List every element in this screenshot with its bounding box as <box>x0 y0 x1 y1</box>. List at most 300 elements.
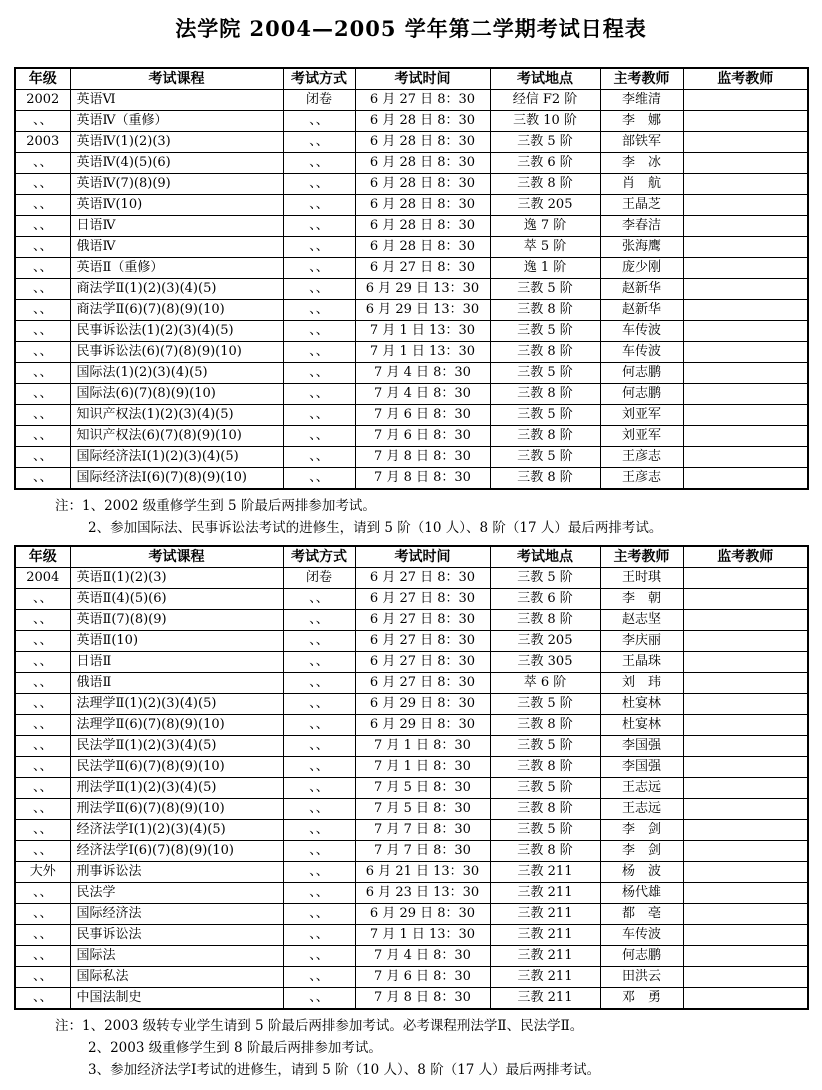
column-header-invigilator-cell: 监考教师 <box>683 546 808 568</box>
course-cell: 民法学Ⅱ(1)(2)(3)(4)(5) <box>70 736 283 757</box>
grade-cell: 、、 <box>15 216 70 237</box>
location-cell: 三教 211 <box>490 946 600 967</box>
table-row <box>15 673 808 694</box>
grade-cell: 、、 <box>15 153 70 174</box>
table-row <box>15 405 808 426</box>
note-line: 注：1、2002 级重修学生到 5 阶最后两排参加考试。 <box>55 498 376 514</box>
time-cell: 7 月 8 日 8：30 <box>355 988 490 1010</box>
invigilator-cell <box>683 321 808 342</box>
method-cell: 、、 <box>283 841 355 862</box>
notes-upper <box>55 495 822 539</box>
chief-examiner-cell: 车传波 <box>600 321 683 342</box>
grade-cell: 、、 <box>15 967 70 988</box>
time-cell: 7 月 6 日 8：30 <box>355 967 490 988</box>
grade-cell: 、、 <box>15 111 70 132</box>
method-cell: 、、 <box>283 631 355 652</box>
location-cell: 三教 8 阶 <box>490 757 600 778</box>
location-cell: 三教 8 阶 <box>490 174 600 195</box>
location-cell: 三教 8 阶 <box>490 715 600 736</box>
method-cell: 、、 <box>283 132 355 153</box>
time-cell: 6 月 27 日 8：30 <box>355 631 490 652</box>
table-row <box>15 237 808 258</box>
location-cell: 萃 5 阶 <box>490 237 600 258</box>
method-cell: 、、 <box>283 195 355 216</box>
location-cell: 三教 5 阶 <box>490 820 600 841</box>
course-cell: 国际法(1)(2)(3)(4)(5) <box>70 363 283 384</box>
course-cell: 国际经济法Ⅰ(1)(2)(3)(4)(5) <box>70 447 283 468</box>
invigilator-cell <box>683 967 808 988</box>
course-cell: 英语Ⅳ(10) <box>70 195 283 216</box>
header-row <box>15 68 808 90</box>
method-cell: 、、 <box>283 757 355 778</box>
course-cell: 国际经济法 <box>70 904 283 925</box>
chief-examiner-cell: 刘 玮 <box>600 673 683 694</box>
time-cell: 6 月 29 日 13：30 <box>355 279 490 300</box>
time-cell: 7 月 1 日 13：30 <box>355 342 490 363</box>
chief-examiner-cell: 赵志坚 <box>600 610 683 631</box>
column-header-invigilator-cell: 监考教师 <box>683 68 808 90</box>
invigilator-cell <box>683 342 808 363</box>
method-cell: 、、 <box>283 610 355 631</box>
time-cell: 6 月 27 日 8：30 <box>355 90 490 111</box>
course-cell: 刑事诉讼法 <box>70 862 283 883</box>
invigilator-cell <box>683 111 808 132</box>
method-cell: 、、 <box>283 904 355 925</box>
column-header-course-cell: 考试课程 <box>70 546 283 568</box>
table-row <box>15 174 808 195</box>
invigilator-cell <box>683 841 808 862</box>
column-header-chief-examiner-cell: 主考教师 <box>600 546 683 568</box>
location-cell: 三教 8 阶 <box>490 468 600 490</box>
time-cell: 6 月 29 日 8：30 <box>355 694 490 715</box>
method-cell: 、、 <box>283 468 355 490</box>
method-cell: 、、 <box>283 216 355 237</box>
table-row <box>15 279 808 300</box>
course-cell: 民法学 <box>70 883 283 904</box>
time-cell: 6 月 27 日 8：30 <box>355 589 490 610</box>
method-cell: 、、 <box>283 405 355 426</box>
course-cell: 英语Ⅱ(4)(5)(6) <box>70 589 283 610</box>
chief-examiner-cell: 李国强 <box>600 736 683 757</box>
grade-cell: 、、 <box>15 652 70 673</box>
course-cell: 俄语Ⅳ <box>70 237 283 258</box>
table-row <box>15 195 808 216</box>
column-header-method-cell: 考试方式 <box>283 546 355 568</box>
table-row <box>15 216 808 237</box>
column-header-grade-cell: 年级 <box>15 546 70 568</box>
course-cell: 英语Ⅳ(7)(8)(9) <box>70 174 283 195</box>
table-row <box>15 841 808 862</box>
location-cell: 三教 8 阶 <box>490 841 600 862</box>
course-cell: 民事诉讼法(6)(7)(8)(9)(10) <box>70 342 283 363</box>
table-row <box>15 883 808 904</box>
time-cell: 6 月 29 日 13：30 <box>355 300 490 321</box>
time-cell: 6 月 27 日 8：30 <box>355 652 490 673</box>
location-cell: 三教 5 阶 <box>490 736 600 757</box>
method-cell: 、、 <box>283 300 355 321</box>
method-cell: 、、 <box>283 967 355 988</box>
chief-examiner-cell: 部铁军 <box>600 132 683 153</box>
time-cell: 6 月 28 日 8：30 <box>355 237 490 258</box>
course-cell: 日语Ⅳ <box>70 216 283 237</box>
chief-examiner-cell: 庞少刚 <box>600 258 683 279</box>
table-row <box>15 300 808 321</box>
grade-cell: 、、 <box>15 426 70 447</box>
grade-cell: 、、 <box>15 279 70 300</box>
course-cell: 英语Ⅳ(4)(5)(6) <box>70 153 283 174</box>
chief-examiner-cell: 杨 波 <box>600 862 683 883</box>
course-cell: 国际经济法Ⅰ(6)(7)(8)(9)(10) <box>70 468 283 490</box>
location-cell: 三教 8 阶 <box>490 799 600 820</box>
exam-table-lower <box>14 545 809 1010</box>
table-row <box>15 715 808 736</box>
course-cell: 英语Ⅱ（重修） <box>70 258 283 279</box>
invigilator-cell <box>683 258 808 279</box>
chief-examiner-cell: 何志鹏 <box>600 384 683 405</box>
grade-cell: 、、 <box>15 610 70 631</box>
grade-cell: 、、 <box>15 631 70 652</box>
table-row <box>15 757 808 778</box>
table-row <box>15 799 808 820</box>
method-cell: 、、 <box>283 736 355 757</box>
location-cell: 逸 1 阶 <box>490 258 600 279</box>
method-cell: 、、 <box>283 862 355 883</box>
time-cell: 6 月 21 日 13：30 <box>355 862 490 883</box>
chief-examiner-cell: 刘亚军 <box>600 405 683 426</box>
location-cell: 三教 211 <box>490 862 600 883</box>
invigilator-cell <box>683 405 808 426</box>
invigilator-cell <box>683 610 808 631</box>
table-row <box>15 447 808 468</box>
course-cell: 英语Ⅱ(1)(2)(3) <box>70 568 283 589</box>
time-cell: 7 月 5 日 8：30 <box>355 799 490 820</box>
table-row <box>15 132 808 153</box>
table-row <box>15 321 808 342</box>
grade-cell: 、、 <box>15 883 70 904</box>
chief-examiner-cell: 王晶珠 <box>600 652 683 673</box>
table-row <box>15 694 808 715</box>
notes-lower <box>55 1015 822 1081</box>
table-row <box>15 426 808 447</box>
time-cell: 6 月 28 日 8：30 <box>355 111 490 132</box>
chief-examiner-cell: 田洪云 <box>600 967 683 988</box>
invigilator-cell <box>683 862 808 883</box>
time-cell: 6 月 27 日 8：30 <box>355 258 490 279</box>
time-cell: 6 月 28 日 8：30 <box>355 195 490 216</box>
time-cell: 7 月 5 日 8：30 <box>355 778 490 799</box>
table-row <box>15 988 808 1010</box>
location-cell: 三教 5 阶 <box>490 778 600 799</box>
invigilator-cell <box>683 778 808 799</box>
course-cell: 俄语Ⅱ <box>70 673 283 694</box>
invigilator-cell <box>683 736 808 757</box>
invigilator-cell <box>683 237 808 258</box>
invigilator-cell <box>683 820 808 841</box>
grade-cell: 、、 <box>15 258 70 279</box>
chief-examiner-cell: 李 朝 <box>600 589 683 610</box>
course-cell: 商法学Ⅱ(1)(2)(3)(4)(5) <box>70 279 283 300</box>
chief-examiner-cell: 都 亳 <box>600 904 683 925</box>
page-title: 法学院 2004—2005 学年第二学期考试日程表 <box>175 16 647 41</box>
table-row <box>15 904 808 925</box>
chief-examiner-cell: 王志远 <box>600 778 683 799</box>
time-cell: 7 月 8 日 8：30 <box>355 468 490 490</box>
invigilator-cell <box>683 447 808 468</box>
time-cell: 7 月 1 日 13：30 <box>355 925 490 946</box>
location-cell: 三教 5 阶 <box>490 363 600 384</box>
invigilator-cell <box>683 946 808 967</box>
course-cell: 刑法学Ⅱ(6)(7)(8)(9)(10) <box>70 799 283 820</box>
course-cell: 刑法学Ⅱ(1)(2)(3)(4)(5) <box>70 778 283 799</box>
method-cell: 、、 <box>283 111 355 132</box>
chief-examiner-cell: 王彦志 <box>600 468 683 490</box>
chief-examiner-cell: 王晶芝 <box>600 195 683 216</box>
chief-examiner-cell: 何志鹏 <box>600 946 683 967</box>
method-cell: 、、 <box>283 237 355 258</box>
invigilator-cell <box>683 694 808 715</box>
chief-examiner-cell: 赵新华 <box>600 279 683 300</box>
grade-cell: 2002 <box>15 90 70 111</box>
column-header-chief-examiner-cell: 主考教师 <box>600 68 683 90</box>
table-row <box>15 925 808 946</box>
location-cell: 三教 8 阶 <box>490 342 600 363</box>
location-cell: 三教 305 <box>490 652 600 673</box>
course-cell: 知识产权法(1)(2)(3)(4)(5) <box>70 405 283 426</box>
course-cell: 英语Ⅳ(1)(2)(3) <box>70 132 283 153</box>
chief-examiner-cell: 王彦志 <box>600 447 683 468</box>
chief-examiner-cell: 肖 航 <box>600 174 683 195</box>
invigilator-cell <box>683 799 808 820</box>
invigilator-cell <box>683 988 808 1010</box>
time-cell: 7 月 6 日 8：30 <box>355 405 490 426</box>
time-cell: 7 月 4 日 8：30 <box>355 384 490 405</box>
location-cell: 三教 5 阶 <box>490 132 600 153</box>
invigilator-cell <box>683 925 808 946</box>
course-cell: 英语Ⅵ <box>70 90 283 111</box>
grade-cell: 、、 <box>15 321 70 342</box>
course-cell: 中国法制史 <box>70 988 283 1010</box>
location-cell: 三教 211 <box>490 904 600 925</box>
course-cell: 法理学Ⅱ(1)(2)(3)(4)(5) <box>70 694 283 715</box>
grade-cell: 、、 <box>15 799 70 820</box>
exam-table-upper <box>14 67 809 490</box>
grade-cell: 、、 <box>15 946 70 967</box>
time-cell: 6 月 27 日 8：30 <box>355 673 490 694</box>
chief-examiner-cell: 车传波 <box>600 342 683 363</box>
time-cell: 7 月 7 日 8：30 <box>355 841 490 862</box>
location-cell: 三教 5 阶 <box>490 279 600 300</box>
course-cell: 国际私法 <box>70 967 283 988</box>
location-cell: 三教 5 阶 <box>490 321 600 342</box>
chief-examiner-cell: 邓 勇 <box>600 988 683 1010</box>
invigilator-cell <box>683 195 808 216</box>
table-row <box>15 468 808 490</box>
time-cell: 6 月 29 日 8：30 <box>355 715 490 736</box>
note-line: 2、参加国际法、民事诉讼法考试的进修生，请到 5 阶（10 人）、8 阶（17 人）最后两排考试。 <box>88 520 663 536</box>
course-cell: 英语Ⅱ(7)(8)(9) <box>70 610 283 631</box>
table-row <box>15 631 808 652</box>
time-cell: 6 月 28 日 8：30 <box>355 216 490 237</box>
time-cell: 6 月 29 日 8：30 <box>355 904 490 925</box>
course-cell: 商法学Ⅱ(6)(7)(8)(9)(10) <box>70 300 283 321</box>
table-row <box>15 652 808 673</box>
grade-cell: 、、 <box>15 342 70 363</box>
chief-examiner-cell: 杜宴林 <box>600 694 683 715</box>
course-cell: 国际法 <box>70 946 283 967</box>
location-cell: 三教 10 阶 <box>490 111 600 132</box>
chief-examiner-cell: 刘亚军 <box>600 426 683 447</box>
course-cell: 国际法(6)(7)(8)(9)(10) <box>70 384 283 405</box>
method-cell: 、、 <box>283 694 355 715</box>
table-row <box>15 384 808 405</box>
invigilator-cell <box>683 153 808 174</box>
method-cell: 、、 <box>283 153 355 174</box>
table-row <box>15 568 808 589</box>
grade-cell: 、、 <box>15 237 70 258</box>
location-cell: 三教 5 阶 <box>490 405 600 426</box>
grade-cell: 、、 <box>15 195 70 216</box>
time-cell: 6 月 27 日 8：30 <box>355 568 490 589</box>
grade-cell: 、、 <box>15 174 70 195</box>
invigilator-cell <box>683 90 808 111</box>
invigilator-cell <box>683 904 808 925</box>
grade-cell: 、、 <box>15 778 70 799</box>
invigilator-cell <box>683 715 808 736</box>
course-cell: 知识产权法(6)(7)(8)(9)(10) <box>70 426 283 447</box>
table-row <box>15 736 808 757</box>
time-cell: 6 月 28 日 8：30 <box>355 153 490 174</box>
invigilator-cell <box>683 673 808 694</box>
invigilator-cell <box>683 426 808 447</box>
grade-cell: 、、 <box>15 447 70 468</box>
chief-examiner-cell: 李春洁 <box>600 216 683 237</box>
column-header-method-cell: 考试方式 <box>283 68 355 90</box>
table-row <box>15 946 808 967</box>
method-cell: 、、 <box>283 426 355 447</box>
grade-cell: 、、 <box>15 300 70 321</box>
table-row <box>15 153 808 174</box>
invigilator-cell <box>683 589 808 610</box>
grade-cell: 、、 <box>15 384 70 405</box>
table-row <box>15 820 808 841</box>
course-cell: 民事诉讼法(1)(2)(3)(4)(5) <box>70 321 283 342</box>
course-cell: 法理学Ⅱ(6)(7)(8)(9)(10) <box>70 715 283 736</box>
method-cell: 、、 <box>283 925 355 946</box>
grade-cell: 、、 <box>15 694 70 715</box>
chief-examiner-cell: 杨代雄 <box>600 883 683 904</box>
location-cell: 三教 5 阶 <box>490 447 600 468</box>
location-cell: 三教 5 阶 <box>490 694 600 715</box>
chief-examiner-cell: 王志远 <box>600 799 683 820</box>
course-cell: 日语Ⅱ <box>70 652 283 673</box>
chief-examiner-cell: 李 冰 <box>600 153 683 174</box>
method-cell: 、、 <box>283 363 355 384</box>
location-cell: 三教 8 阶 <box>490 426 600 447</box>
table-row <box>15 111 808 132</box>
invigilator-cell <box>683 468 808 490</box>
time-cell: 7 月 8 日 8：30 <box>355 447 490 468</box>
location-cell: 逸 7 阶 <box>490 216 600 237</box>
location-cell: 三教 8 阶 <box>490 610 600 631</box>
grade-cell: 、、 <box>15 820 70 841</box>
method-cell: 、、 <box>283 384 355 405</box>
location-cell: 三教 6 阶 <box>490 153 600 174</box>
chief-examiner-cell: 赵新华 <box>600 300 683 321</box>
course-cell: 经济法学Ⅰ(6)(7)(8)(9)(10) <box>70 841 283 862</box>
table-row <box>15 90 808 111</box>
time-cell: 6 月 27 日 8：30 <box>355 610 490 631</box>
invigilator-cell <box>683 652 808 673</box>
column-header-location-cell: 考试地点 <box>490 546 600 568</box>
note-line: 3、参加经济法学Ⅰ考试的进修生，请到 5 阶（10 人）、8 阶（17 人）最后两排考试。 <box>88 1062 601 1078</box>
method-cell: 、、 <box>283 321 355 342</box>
grade-cell: 、、 <box>15 468 70 490</box>
chief-examiner-cell: 杜宴林 <box>600 715 683 736</box>
location-cell: 三教 211 <box>490 967 600 988</box>
table-row <box>15 967 808 988</box>
course-cell: 民事诉讼法 <box>70 925 283 946</box>
location-cell: 三教 5 阶 <box>490 568 600 589</box>
location-cell: 三教 6 阶 <box>490 589 600 610</box>
method-cell: 、、 <box>283 279 355 300</box>
invigilator-cell <box>683 279 808 300</box>
location-cell: 三教 211 <box>490 988 600 1010</box>
table-row <box>15 589 808 610</box>
time-cell: 7 月 4 日 8：30 <box>355 363 490 384</box>
chief-examiner-cell: 李 娜 <box>600 111 683 132</box>
grade-cell: 、、 <box>15 673 70 694</box>
course-cell: 英语Ⅱ(10) <box>70 631 283 652</box>
time-cell: 7 月 4 日 8：30 <box>355 946 490 967</box>
invigilator-cell <box>683 631 808 652</box>
location-cell: 三教 205 <box>490 631 600 652</box>
method-cell: 闭卷 <box>283 568 355 589</box>
method-cell: 、、 <box>283 883 355 904</box>
chief-examiner-cell: 车传波 <box>600 925 683 946</box>
method-cell: 、、 <box>283 342 355 363</box>
method-cell: 、、 <box>283 988 355 1010</box>
invigilator-cell <box>683 384 808 405</box>
method-cell: 、、 <box>283 258 355 279</box>
method-cell: 、、 <box>283 652 355 673</box>
chief-examiner-cell: 张海鹰 <box>600 237 683 258</box>
invigilator-cell <box>683 132 808 153</box>
column-header-time-cell: 考试时间 <box>355 68 490 90</box>
grade-cell: 、、 <box>15 925 70 946</box>
method-cell: 、、 <box>283 589 355 610</box>
chief-examiner-cell: 李维清 <box>600 90 683 111</box>
method-cell: 、、 <box>283 673 355 694</box>
location-cell: 三教 211 <box>490 883 600 904</box>
method-cell: 、、 <box>283 778 355 799</box>
column-header-time-cell: 考试时间 <box>355 546 490 568</box>
course-cell: 民法学Ⅱ(6)(7)(8)(9)(10) <box>70 757 283 778</box>
grade-cell: 大外 <box>15 862 70 883</box>
time-cell: 6 月 23 日 13：30 <box>355 883 490 904</box>
table-row <box>15 778 808 799</box>
method-cell: 闭卷 <box>283 90 355 111</box>
column-header-location-cell: 考试地点 <box>490 68 600 90</box>
location-cell: 萃 6 阶 <box>490 673 600 694</box>
header-row <box>15 546 808 568</box>
time-cell: 7 月 1 日 8：30 <box>355 757 490 778</box>
grade-cell: 、、 <box>15 405 70 426</box>
method-cell: 、、 <box>283 715 355 736</box>
grade-cell: 、、 <box>15 988 70 1010</box>
table-row <box>15 363 808 384</box>
location-cell: 经信 F2 阶 <box>490 90 600 111</box>
grade-cell: 、、 <box>15 715 70 736</box>
